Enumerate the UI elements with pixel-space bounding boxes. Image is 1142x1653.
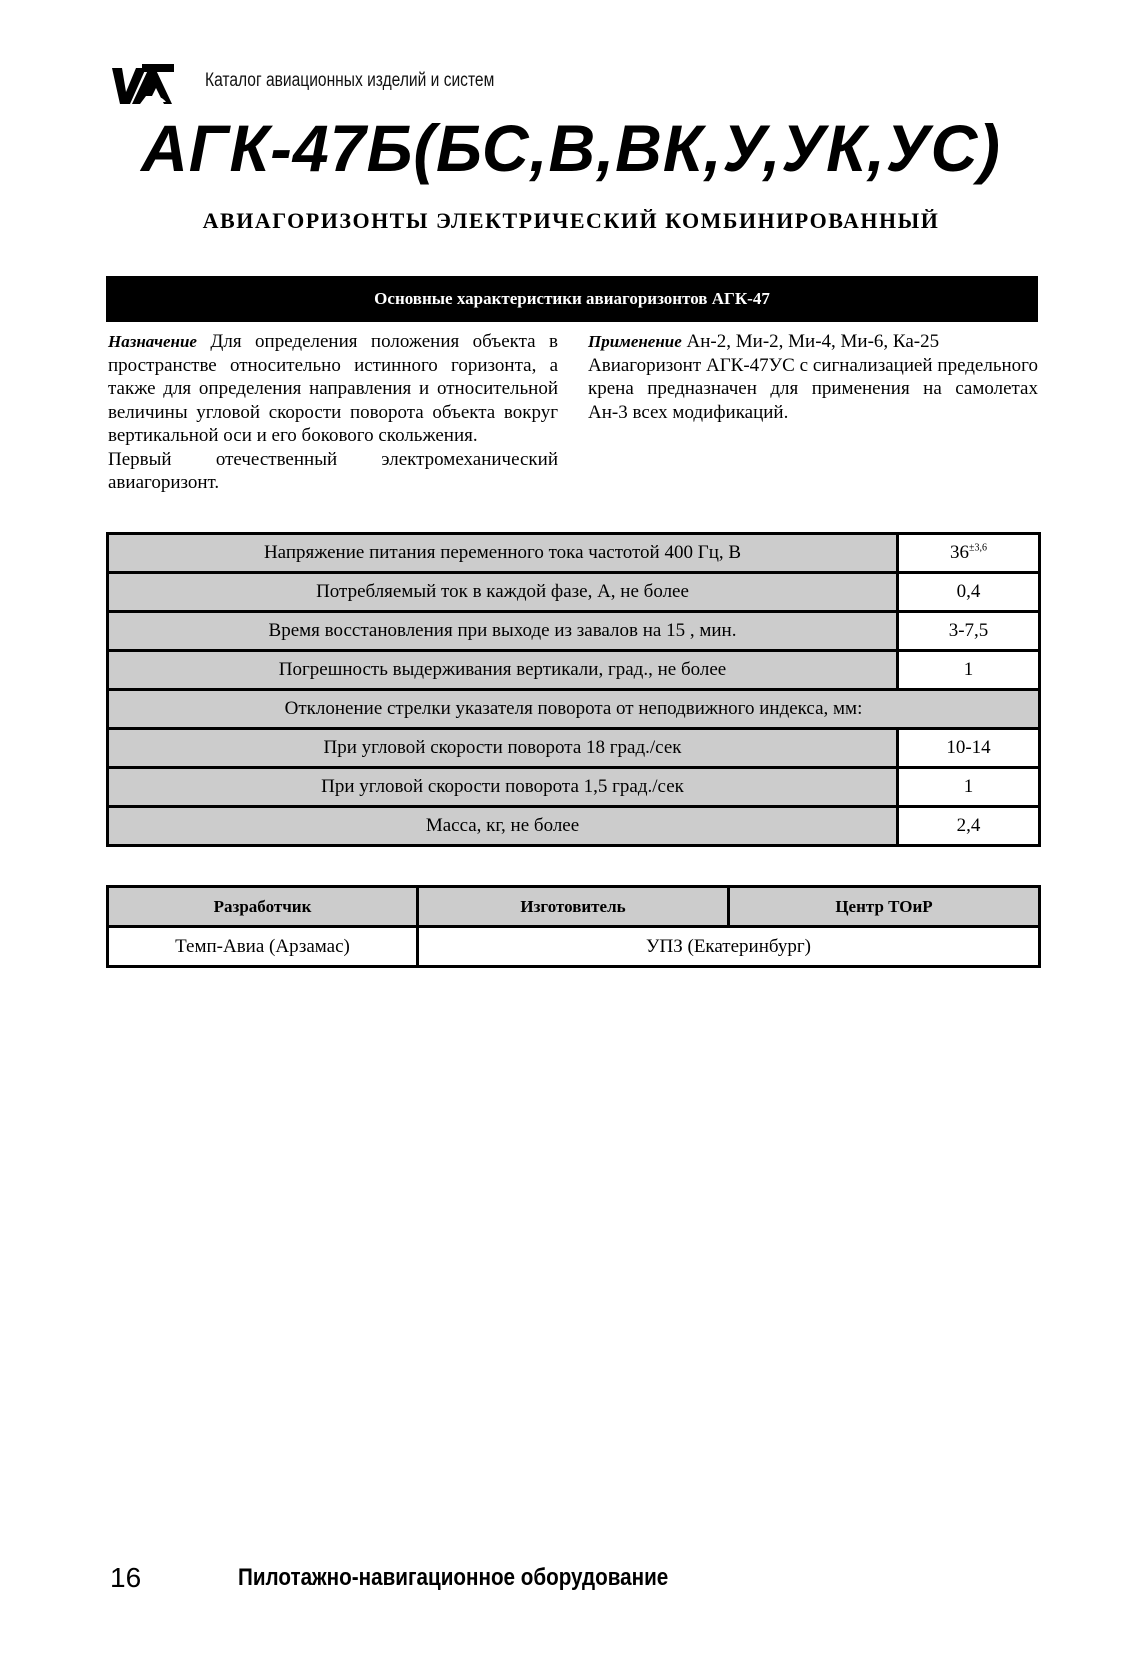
spec-value: 3-7,5 <box>898 612 1040 651</box>
purpose-column <box>108 330 558 495</box>
spec-value <box>898 534 1040 573</box>
spec-value-tolerance: ±3,6 <box>969 542 987 554</box>
table-row <box>108 534 1040 573</box>
page-subtitle: АВИАГОРИЗОНТЫ ЭЛЕКТРИЧЕСКИЙ КОМБИНИРОВАННЫЙ <box>202 208 940 233</box>
spec-label: Время восстановления при выходе из завалов на 15 , мин. <box>108 612 898 651</box>
spec-label: При угловой скорости поворота 1,5 град./сек <box>108 768 898 807</box>
table-row <box>108 573 1040 612</box>
application-note: Авиагоризонт АГК-47УС с сигнализацией предельного крена предназначен для применения на самолетах Ан-3 всех модификаций. <box>588 354 1038 423</box>
footer-section-title: Пилотажно-навигационное оборудование <box>238 1564 669 1591</box>
spec-group-label: Отклонение стрелки указателя поворота от неподвижного индекса, мм: <box>108 690 1040 729</box>
purpose-text: Для определения положения объекта в пространстве относительно истинного горизонта, а также для определения направления и относительной величины угловой скорости поворота объекта вокруг вертикальной оси и его бокового скольжения. <box>108 331 558 446</box>
specs-table <box>106 532 1041 847</box>
spec-label: Масса, кг, не более <box>108 807 898 846</box>
manufacturer-cell: УПЗ (Екатеринбург) <box>418 927 1040 967</box>
application-column <box>588 330 1038 424</box>
table-row <box>108 807 1040 846</box>
spec-value-text: 36 <box>950 542 969 563</box>
spec-label: Напряжение питания переменного тока частотой 400 Гц, В <box>108 534 898 573</box>
spec-value: 1 <box>898 651 1040 690</box>
organizations-table <box>106 885 1041 968</box>
application-label: Применение <box>588 332 682 351</box>
page-title: АГК-47Б(БС,В,ВК,У,УК,УС) <box>141 111 1001 185</box>
table-header-row <box>108 887 1040 927</box>
table-row <box>108 729 1040 768</box>
purpose-paragraph <box>108 330 558 448</box>
table-row <box>108 651 1040 690</box>
manufacturer-header: Изготовитель <box>418 887 729 927</box>
table-row <box>108 927 1040 967</box>
spec-label: Погрешность выдерживания вертикали, град., не более <box>108 651 898 690</box>
spec-value: 0,4 <box>898 573 1040 612</box>
table-row <box>108 768 1040 807</box>
service-center-header: Центр ТОиР <box>729 887 1040 927</box>
application-text: Ан-2, Ми-2, Ми-4, Ми-6, Ка-25 <box>681 331 940 352</box>
spec-label: При угловой скорости поворота 18 град./сек <box>108 729 898 768</box>
developer-header: Разработчик <box>108 887 418 927</box>
developer-cell: Темп-Авиа (Арзамас) <box>108 927 418 967</box>
table-row <box>108 690 1040 729</box>
application-paragraph <box>588 330 1038 354</box>
purpose-label: Назначение <box>108 332 197 351</box>
spec-value: 1 <box>898 768 1040 807</box>
spec-value: 2,4 <box>898 807 1040 846</box>
purpose-note: Первый отечественный электромеханический авиагоризонт. <box>108 448 558 493</box>
vat-logo-icon <box>112 62 174 106</box>
spec-label: Потребляемый ток в каждой фазе, А, не более <box>108 573 898 612</box>
page-number: 16 <box>110 1562 142 1593</box>
catalog-title: Каталог авиационных изделий и систем <box>205 70 495 91</box>
table-row <box>108 612 1040 651</box>
section-heading: Основные характеристики авиагоризонтов АГК-47 <box>106 276 1038 322</box>
spec-value: 10-14 <box>898 729 1040 768</box>
